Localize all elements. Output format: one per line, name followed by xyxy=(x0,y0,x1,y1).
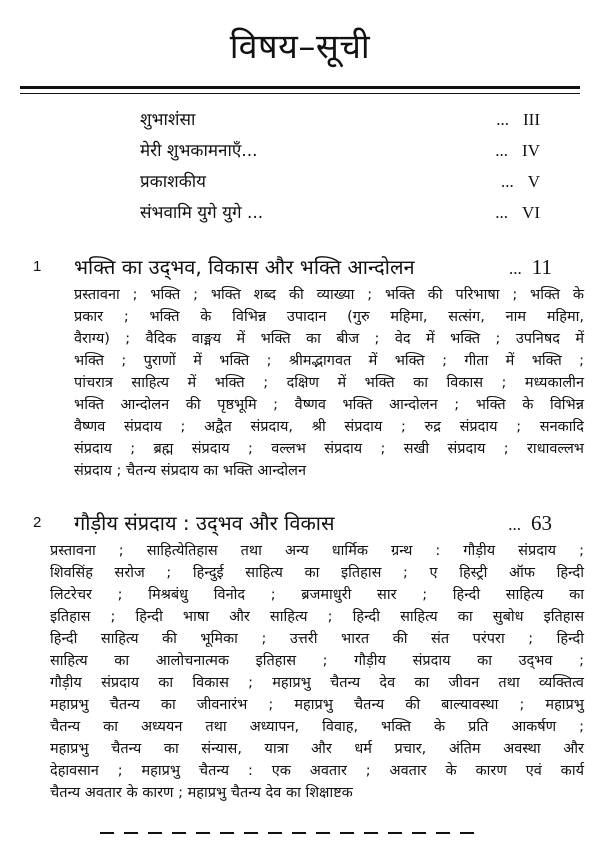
front-matter-label: संभवामि युगे युगे ... xyxy=(140,203,264,223)
title-rule-thick xyxy=(20,86,580,89)
leader-dots: ... xyxy=(496,110,510,129)
leader-dots: ... xyxy=(500,172,514,191)
leader-dots: ... xyxy=(495,203,509,222)
chapter-heading[interactable] xyxy=(0,250,600,284)
topic-line: प्रस्तावना ; साहित्येतिहास तथा अन्य धार्मिक ग्रन्थ : गौड़ीय संप्रदाय ; xyxy=(50,543,584,559)
topic-line: भक्ति आन्दोलन की पृष्ठभूमि ; वैष्णव भक्ति आन्दोलन ; भक्ति के विभिन्न xyxy=(74,397,584,413)
front-matter-item[interactable] xyxy=(140,135,540,166)
chapter-2 xyxy=(0,506,600,801)
topic-line: संप्रदाय ; चैतन्य संप्रदाय का भक्ति आन्दोलन xyxy=(74,463,307,479)
front-matter-list xyxy=(140,104,540,228)
chapter-title: गौड़ीय संप्रदाय : उद्‌भव और विकास xyxy=(74,511,335,535)
topic-line: इतिहास ; हिन्दी भाषा और साहित्य ; हिन्दी साहित्य का सुबोध इतिहास xyxy=(50,609,584,625)
leader-dots: ... xyxy=(495,141,509,160)
chapter-page: 11 xyxy=(531,255,552,279)
chapter-topics xyxy=(50,540,584,804)
topic-line: गौड़ीय संप्रदाय का विकास ; महाप्रभु चैतन्य देव का जीवन तथा व्यक्तित्व xyxy=(50,675,584,691)
topic-line: वैराग्य) ; वैदिक वाङ्मय में भक्ति का बीज ; वेद में भक्ति ; उपनिषद में xyxy=(74,331,584,347)
continuation-dash-line xyxy=(100,832,480,834)
leader-dots: ... xyxy=(509,259,522,278)
leader-dots: ... xyxy=(508,515,521,534)
topic-line: देहावसान ; महाप्रभु चैतन्य : एक अवतार ; अवतार के कारण एवं कार्य xyxy=(50,763,584,779)
chapter-page: 63 xyxy=(531,511,552,535)
topic-line: चैतन्य का अध्ययन तथा अध्यापन, विवाह, भक्ति के प्रति आकर्षण ; xyxy=(50,719,584,735)
topic-line: हिन्दी साहित्य की भूमिका ; उत्तरी भारत की संत परंपरा ; हिन्दी xyxy=(50,631,584,647)
title-rule-thin xyxy=(20,93,580,94)
topic-line: भक्ति ; पुराणों में भक्ति ; श्रीमद्भागवत में भक्ति ; गीता में भक्ति ; xyxy=(74,353,584,369)
topic-line: संप्रदाय ; ब्रह्म संप्रदाय ; वल्लभ संप्रदाय ; सखी संप्रदाय ; राधावल्लभ xyxy=(74,441,584,457)
topic-line: शिवसिंह सरोज ; हिन्दुई साहित्य का इतिहास ; ए हिस्ट्री ऑफ हिन्दी xyxy=(50,565,584,581)
topic-line: वैष्णव संप्रदाय ; अद्वैत संप्रदाय, श्री संप्रदाय ; रुद्र संप्रदाय ; सनकादि xyxy=(74,419,584,435)
front-matter-page: VI xyxy=(522,203,540,222)
topic-line: लिटरेचर ; मिश्रबंधु विनोद ; ब्रजमाधुरी सार ; हिन्दी साहित्य का xyxy=(50,587,584,603)
front-matter-item[interactable] xyxy=(140,104,540,135)
chapter-1 xyxy=(0,250,600,479)
chapter-title: भक्ति का उद्‌भव, विकास और भक्ति आन्दोलन xyxy=(74,255,415,279)
topic-line: प्रकार ; भक्ति के विभिन्न उपादान (गुरु महिमा, सत्संग, नाम महिमा, xyxy=(74,309,584,325)
topic-line: प्रस्तावना ; भक्ति ; भक्ति शब्द की व्याख्या ; भक्ति की परिभाषा ; भक्ति के xyxy=(74,287,584,303)
front-matter-label: प्रकाशकीय xyxy=(140,172,207,192)
topic-line: महाप्रभु चैतन्य का जीवनारंभ ; महाप्रभु चैतन्य की बाल्यावस्था ; महाप्रभु xyxy=(50,697,584,713)
chapter-topics xyxy=(74,284,584,482)
front-matter-label: शुभाशंसा xyxy=(140,110,196,130)
chapter-heading[interactable] xyxy=(0,506,600,540)
front-matter-item[interactable] xyxy=(140,197,540,228)
topic-line: चैतन्य अवतार के कारण ; महाप्रभु चैतन्य देव का शिक्षाष्टक xyxy=(50,785,353,801)
front-matter-page: IV xyxy=(522,141,540,160)
topic-line: पांचरात्र साहित्य में भक्ति ; दक्षिण में भक्ति का विकास ; मध्यकालीन xyxy=(74,375,584,391)
chapter-number: 2 xyxy=(33,514,42,531)
front-matter-page: V xyxy=(527,172,540,191)
topic-line: साहित्य का आलोचनात्मक इतिहास ; गौड़ीय संप्रदाय का उद्‌भव ; xyxy=(50,653,584,669)
chapter-number: 1 xyxy=(33,258,42,275)
page-title: विषय–सूची xyxy=(229,27,371,67)
front-matter-item[interactable] xyxy=(140,166,540,197)
front-matter-label: मेरी शुभकामनाएँ... xyxy=(140,141,258,161)
front-matter-page: III xyxy=(523,110,540,129)
topic-line: महाप्रभु चैतन्य का संन्यास, यात्रा और धर्म प्रचार, अंतिम अवस्था और xyxy=(50,741,584,757)
